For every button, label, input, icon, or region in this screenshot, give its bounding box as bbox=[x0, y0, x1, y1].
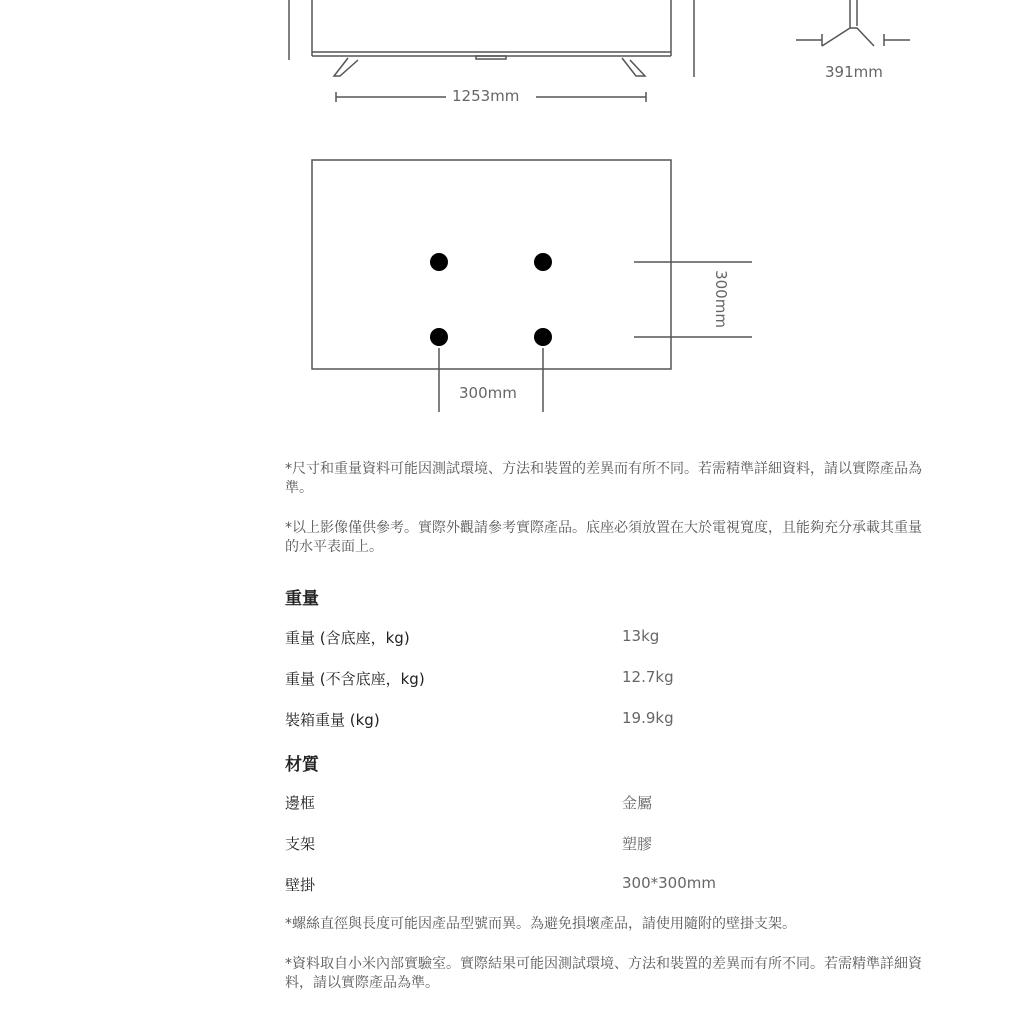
spec-row bbox=[285, 792, 945, 814]
spec-label: 重量 (含底座，kg) bbox=[285, 629, 410, 647]
weight-section-title: 重量 bbox=[285, 589, 319, 609]
vesa-hole-top-right bbox=[534, 253, 552, 271]
spec-value: 19.9kg bbox=[622, 709, 674, 727]
stand-depth-label: 391mm bbox=[825, 63, 883, 81]
spec-label: 支架 bbox=[285, 835, 316, 853]
spec-label: 壁掛 bbox=[285, 876, 316, 894]
vesa-vertical-label: 300mm bbox=[711, 270, 730, 328]
spec-row bbox=[285, 709, 945, 731]
spec-value: 12.7kg bbox=[622, 668, 674, 686]
vesa-hole-top-left bbox=[430, 253, 448, 271]
spec-row bbox=[285, 627, 945, 649]
spec-row bbox=[285, 874, 945, 896]
tv-logo-plate bbox=[476, 56, 506, 59]
tv-width-label: 1253mm bbox=[452, 87, 520, 105]
image-note: *以上影像僅供參考。實際外觀請參考實際產品。底座必須放置在大於電視寬度，且能夠充分承載其重量的水平表面上。 bbox=[285, 520, 922, 555]
vesa-hole-bottom-left bbox=[430, 328, 448, 346]
tv-leg-right bbox=[622, 58, 645, 76]
lab-data-note: *資料取自小米內部實驗室。實際結果可能因測試環境、方法和裝置的差異而有所不同。若需精準詳細資料，請以實際產品為準。 bbox=[285, 956, 922, 991]
top-notes bbox=[285, 460, 935, 557]
stand-side-foot bbox=[822, 28, 874, 46]
spec-label: 重量 (不含底座，kg) bbox=[285, 670, 425, 688]
spec-value: 13kg bbox=[622, 627, 660, 645]
spec-row bbox=[285, 833, 945, 855]
material-section-title: 材質 bbox=[285, 755, 319, 775]
tv-leg-left bbox=[334, 58, 358, 76]
dimension-diagram bbox=[0, 0, 1024, 430]
spec-label: 邊框 bbox=[285, 794, 316, 812]
spec-value: 金屬 bbox=[622, 794, 653, 812]
spec-row bbox=[285, 668, 945, 690]
spec-value: 塑膠 bbox=[622, 835, 653, 853]
dimension-note: *尺寸和重量資料可能因測試環境、方法和裝置的差異而有所不同。若需精準詳細資料，請以實際產品為準。 bbox=[285, 461, 922, 496]
tv-back-outline bbox=[312, 160, 671, 369]
screw-note: *螺絲直徑與長度可能因產品型號而異。為避免損壞產品，請使用隨附的壁掛支架。 bbox=[285, 916, 796, 932]
spec-label: 裝箱重量 (kg) bbox=[285, 711, 380, 729]
bottom-notes bbox=[285, 915, 935, 993]
vesa-hole-bottom-right bbox=[534, 328, 552, 346]
vesa-horizontal-label: 300mm bbox=[459, 384, 517, 402]
spec-value: 300*300mm bbox=[622, 874, 716, 892]
